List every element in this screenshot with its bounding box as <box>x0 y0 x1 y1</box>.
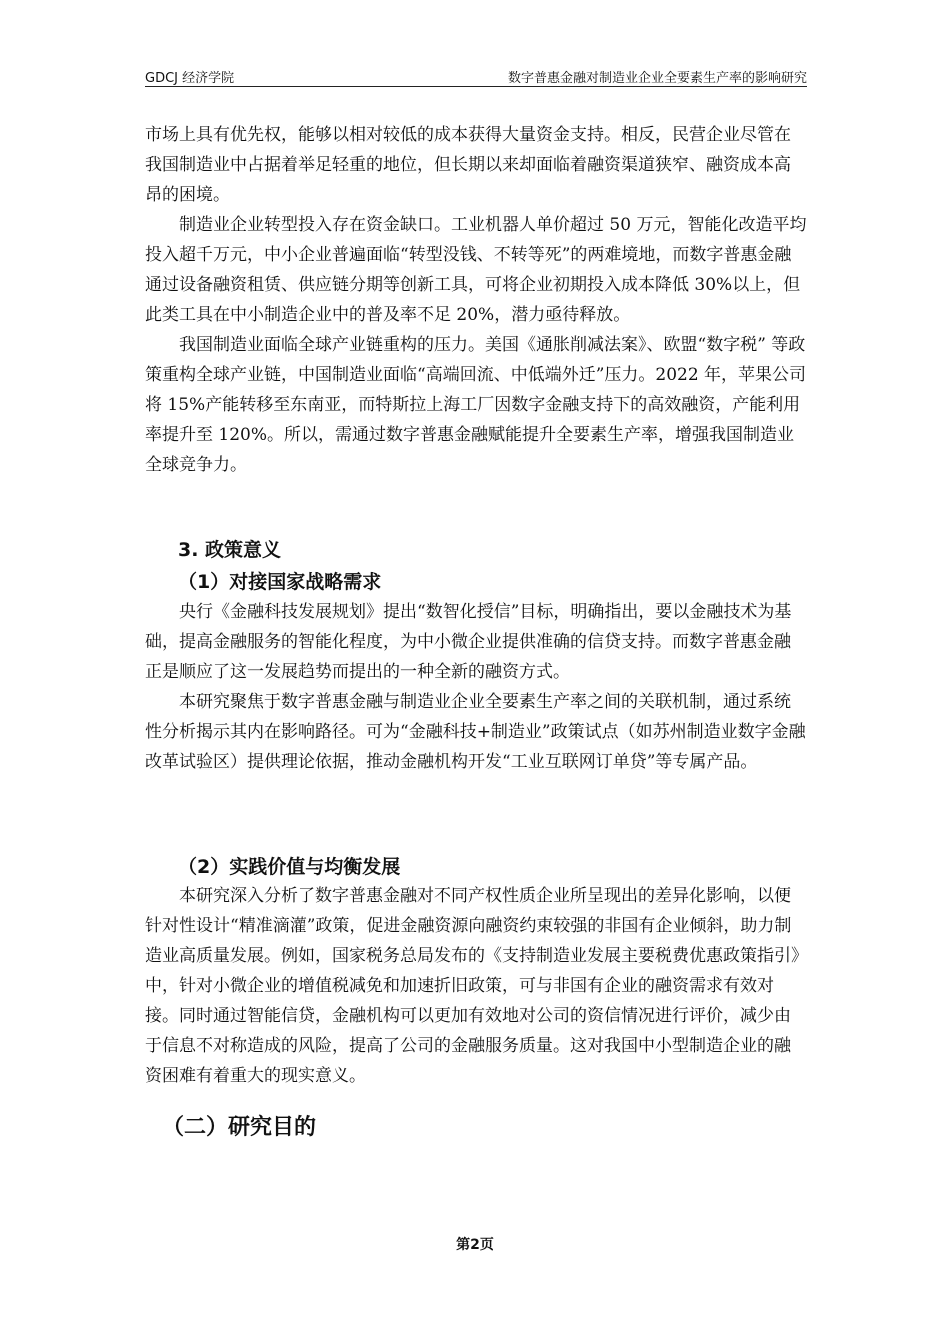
paragraph-funding-gap: 制造业企业转型投入存在资金缺口。工业机器人单价超过 50 万元，智能化改造平均投入超千万元，中小企业普遍面临“转型没钱、不转等死”的两难境地，而数字普惠金融通过设备融资租赁、供应链分期等创新工具，可将企业初期投入成本降低 30%以上，但此类工具在中小制造企业中的普及率不足 20%，潜力亟待释放。 <box>145 215 807 325</box>
policy-text-block <box>145 597 807 777</box>
practice-text-block <box>145 881 807 1091</box>
header-thesis-title: 数字普惠金融对制造业企业全要素生产率的影响研究 <box>507 71 807 86</box>
section-heading-research-purpose: （二）研究目的 <box>162 1115 317 1140</box>
paragraph-global-pressure: 我国制造业面临全球产业链重构的压力。美国《通胀削减法案》、欧盟“数字税” 等政策重构全球产业链，中国制造业面临“高端回流、中低端外迁”压力。2022 年，苹果公司将 15%产能转移至东南亚，而特斯拉上海工厂因数字金融支持下的高效融资，产能利用率提升至 120%。所以，需通过数字普惠金融赋能提升全要素生产率，增强我国制造业全球竞争力。 <box>145 335 807 475</box>
paragraph-central-bank: 央行《金融科技发展规划》提出“数智化授信”目标，明确指出，要以金融技术为基础，提高金融服务的智能化程度，为中小微企业提供准确的信贷支持。而数字普惠金融正是顺应了这一发展趋势而提出的一种全新的融资方式。 <box>145 602 792 682</box>
paragraph-continuation: 市场上具有优先权，能够以相对较低的成本获得大量资金支持。相反，民营企业尽管在我国制造业中占据着举足轻重的地位，但长期以来却面临着融资渠道狭窄、融资成本高昂的困境。 <box>145 125 791 205</box>
paragraph-research-focus: 本研究聚焦于数字普惠金融与制造业企业全要素生产率之间的关联机制，通过系统性分析揭示其内在影响路径。可为“金融科技+制造业”政策试点（如苏州制造业数字金融改革试验区）提供理论依据，推动金融机构开发“工业互联网订单贷”等专属产品。 <box>145 692 806 772</box>
subheading-practical-value: （2）实践价值与均衡发展 <box>178 856 401 878</box>
page-header <box>145 66 807 87</box>
page-number: 第2页 <box>456 1237 494 1253</box>
subheading-national-strategy: （1）对接国家战略需求 <box>178 571 382 593</box>
paragraph-practice: 本研究深入分析了数字普惠金融对不同产权性质企业所呈现出的差异化影响，以便针对性设计“精准滴灌”政策，促进金融资源向融资约束较强的非国有企业倾斜，助力制造业高质量发展。例如，国家税务总局发布的《支持制造业发展主要税费优惠政策指引》中，针对小微企业的增值税减免和加速折旧政策，可与非国有企业的融资需求有效对接。同时通过智能信贷，金融机构可以更加有效地对公司的资信情况进行评价，减少由于信息不对称造成的风险，提高了公司的金融服务质量。这对我国中小型制造企业的融资困难有着重大的现实意义。 <box>145 886 800 1086</box>
intro-text-block <box>145 120 807 480</box>
header-school: GDCJ 经济学院 <box>145 71 235 86</box>
section-heading-policy: 3. 政策意义 <box>178 539 282 561</box>
